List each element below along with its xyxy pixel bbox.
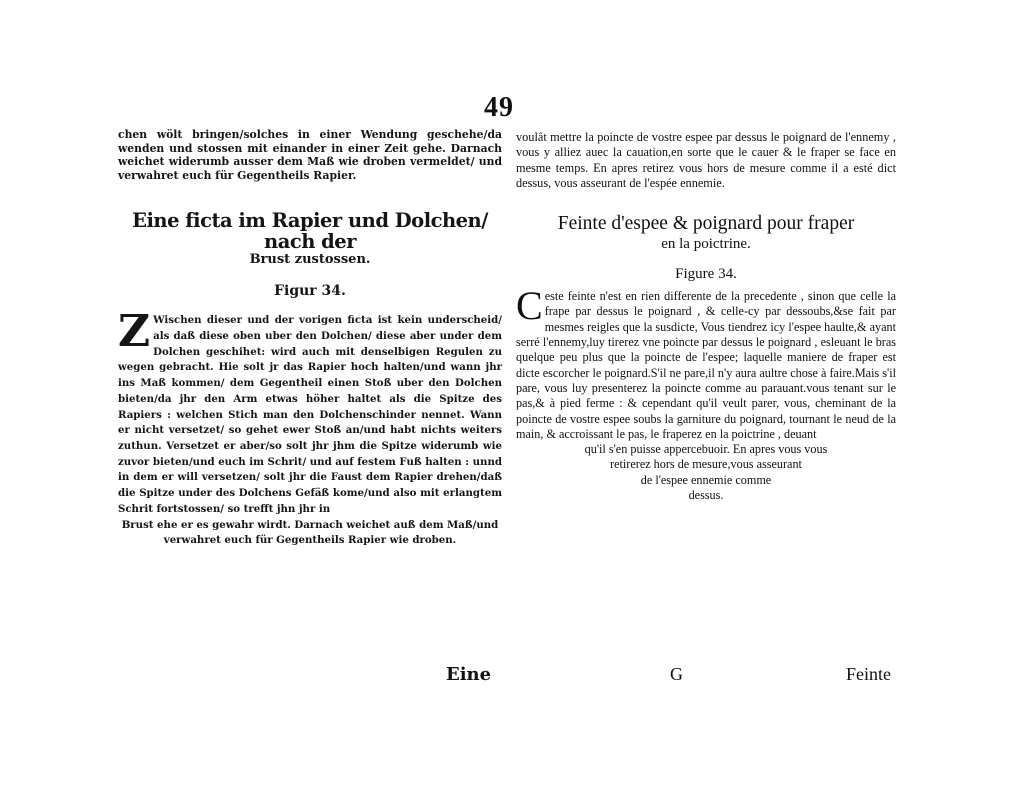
french-continuation-text: voulât mettre la poincte de vostre espee par dessus le poignard de l'ennemy , vous y alliez auec la cauation,en sorte que le cauer & le fraper se face en mesme temps. En apres retirez vous hors de mesure comme il a esté dict dessus, vous asseurant de l'espée ennemie. <box>516 130 896 190</box>
page-number: 49 <box>484 92 514 123</box>
french-drop-initial: C <box>516 283 543 329</box>
french-closing-line: de l'espee ennemie comme <box>640 472 772 487</box>
french-column <box>516 130 896 503</box>
french-body-text: este feinte n'est en rien differente de la precedente , sinon que celle la frape par dessus le poignard , & celle-cy par dessoubs,&se fait par mesmes reigles que la susdicte, Vous tiendrez icy l'espee haulte,& ayant serré l'ennemy,luy tirerez vne poincte par dessus le poignard , esleuant le bras quelque peu plus que la poincte de l'espee; laquelle maniere de fraper est dicte escorcher le poignard.S'il ne pare,il n'y aura aultre chose à faire.Mais s'il pare, vous luy presenterez la poincte comme au parauant.vous tenant sur le pas,& à pied ferme : & cependant qu'il veult parer, vous, cheminant de la poincte de vostre espee soubs la garniture du poignard, tournant le neud de la main, & accroissant le pas, le fraperez en la poictrine , deuant <box>516 289 896 441</box>
signature-mark: G <box>670 664 683 684</box>
french-closing-line: qu'il s'en puisse appercebuoir. En apres vous vous <box>584 442 828 457</box>
german-section-heading-line2: Brust zustossen. <box>249 252 371 268</box>
german-catchword: Eine <box>446 664 492 685</box>
french-closing-line: dessus. <box>688 488 724 503</box>
german-body-text: Wischen dieser und der vorigen ficta ist kein underscheid/ als daß diese oben uber den Dolchen/ diese aber under dem Dolchen geschihet: wird auch mit denselbigen Regulen zu wegen gebracht. Hie solt jr das Rapier hoch halten/und wann jhr ins Maß kommen/ dem Gegentheil einen Stoß uber den Dolchen bieten/da jhr den Arm etwas höher haltet als die Spitze des Rapiers : welchen Stich man den Dolchenschinder nennet. Wann er nicht versetzet/ so gehet ewer Stoß an/und habt nichts weiters zuthun. Versetzet er aber/so solt jhr jhm die Spitze widerumb wie zuvor bieten/und euch im Schrit/ und auf festem Fuß halten : unnd in dem er will versetzen/ solt jhr die Faust dem Rapier drehen/daß die Spitze under des Dolchens Gefäß kome/und also mit erlangtem Schrit fortstossen/ so trefft jhn jhr in <box>118 314 502 515</box>
german-figure-label: Figur 34. <box>274 283 346 300</box>
german-continuation-text: chen wölt bringen/solches in einer Wendung geschehe/da wenden und stossen mit einander in einer Zeit gehe. Darnach weichet widerumb ausser dem Maß wie droben vermeldet/ und verwahret euch für Gegentheils Rapier. <box>118 128 502 182</box>
french-closing-line: retirerez hors de mesure,vous asseurant <box>610 457 802 472</box>
french-section-heading-line2: en la poictrine. <box>661 236 751 253</box>
german-drop-initial: Z <box>118 306 151 358</box>
german-section-heading: Eine ficta im Rapier und Dolchen/ nach der <box>132 209 488 254</box>
german-closing-text: Brust ehe er es gewahr wirdt. Darnach weichet auß dem Maß/und verwahret euch für Gegentheils Rapier wie droben. <box>121 518 499 547</box>
french-catchword: Feinte <box>846 664 891 684</box>
french-body-paragraph <box>516 283 896 442</box>
german-body-paragraph <box>118 306 502 517</box>
french-section-heading: Feinte d'espee & poignard pour fraper <box>557 213 855 235</box>
german-column <box>118 128 502 549</box>
french-figure-label: Figure 34. <box>675 266 737 283</box>
